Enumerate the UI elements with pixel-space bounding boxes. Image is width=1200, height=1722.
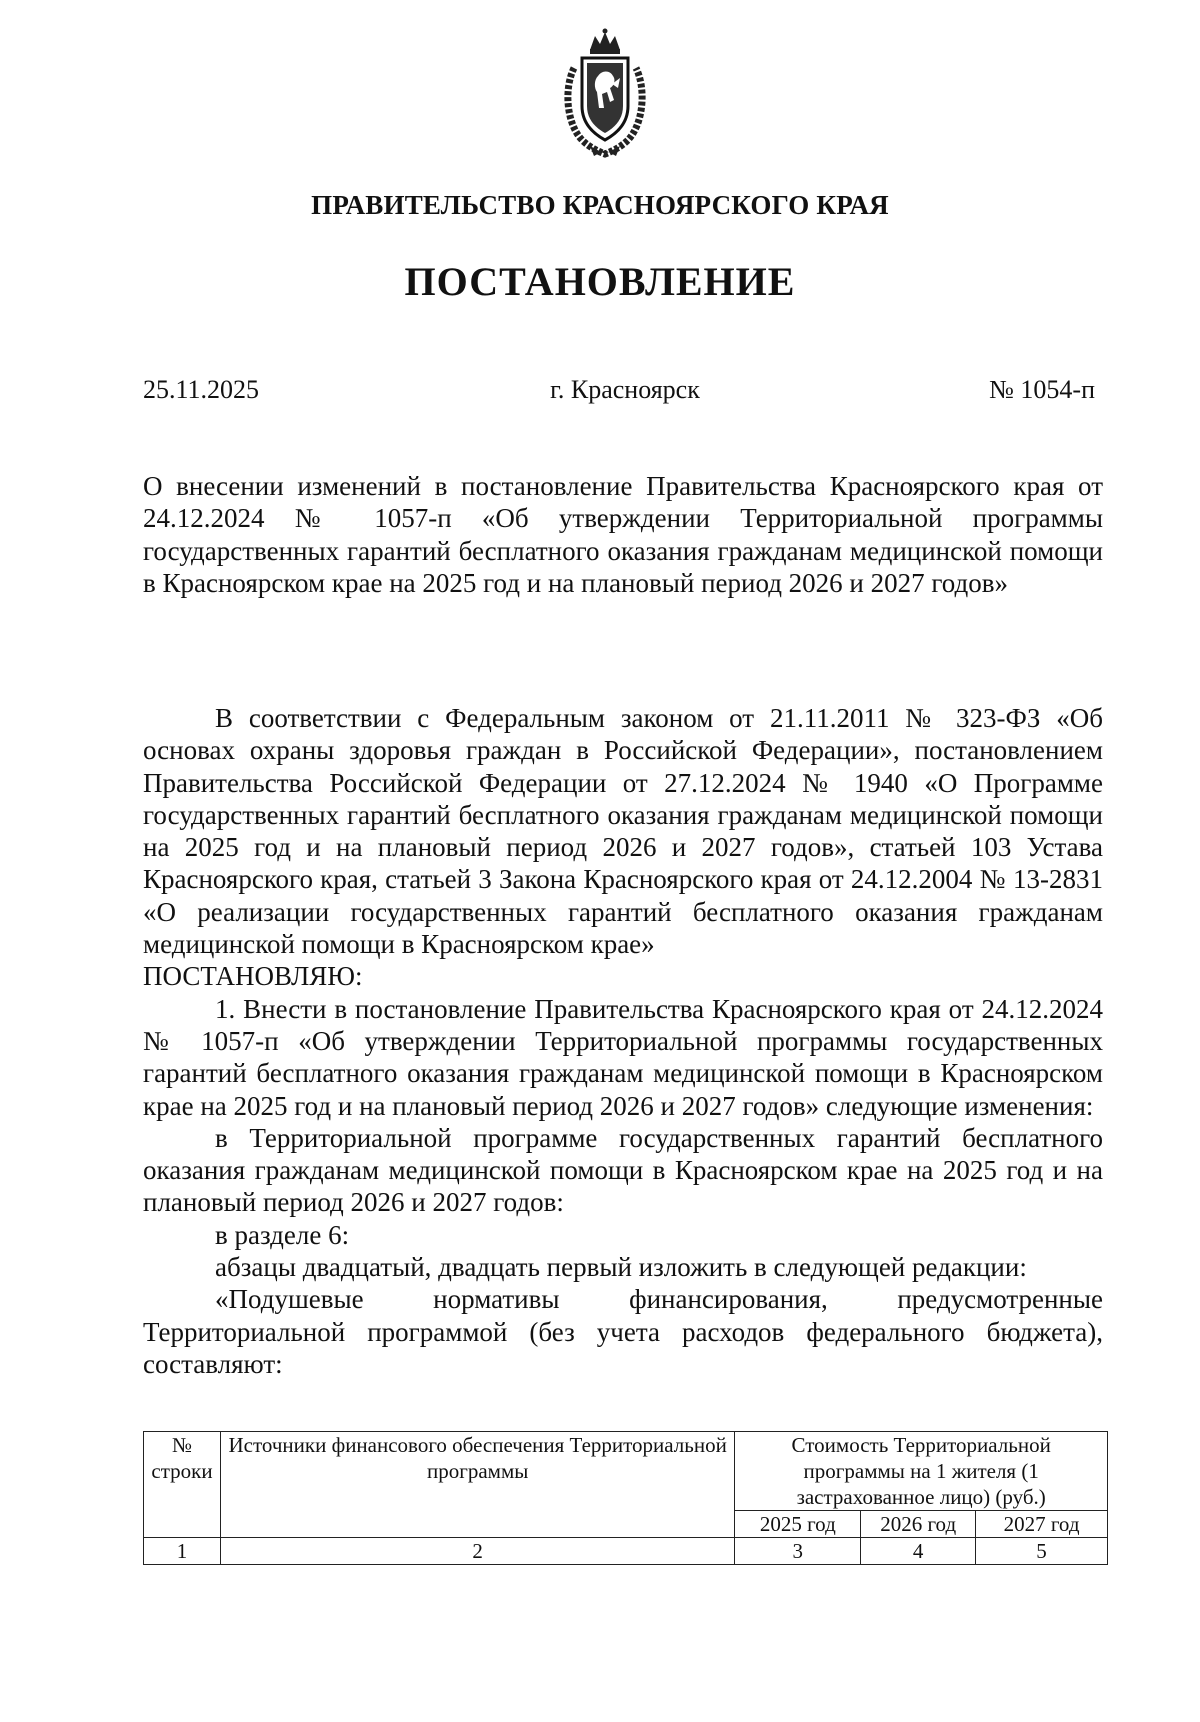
sub-paragraph: в Территориальной программе государственных гарантий бесплатного оказания гражданам медицинской помощи в Красноярском крае на 2025 год и на плановый период 2026 и 2027 годов:	[143, 1122, 1103, 1218]
sub-paragraph: в разделе 6:	[215, 1219, 350, 1250]
table-index-row	[144, 1538, 1108, 1565]
header-cost: Стоимость Территориальной программы на 1 жителя (1 застрахованное лицо) (руб.)	[735, 1432, 1108, 1511]
header-row-number: № строки	[144, 1432, 221, 1538]
document-title: О внесении изменений в постановление Правительства Красноярского края от 24.12.2024 № 1057-п «Об утверждении Территориальной программы государственных гарантий бесплатного оказания гражданам медицинской помощи в Красноярском крае на 2025 год и на плановый период 2026 и 2027 годов»	[143, 471, 1103, 598]
decree-word: ПОСТАНОВЛЯЮ:	[143, 961, 363, 992]
document-date: 25.11.2025	[143, 375, 260, 404]
index-cell: 5	[976, 1538, 1108, 1565]
financing-table	[143, 1431, 1108, 1565]
header-year: 2027 год	[976, 1511, 1108, 1538]
table-header-row	[144, 1432, 1108, 1511]
organization-name: ПРАВИТЕЛЬСТВО КРАСНОЯРСКОГО КРАЯ	[311, 190, 889, 220]
index-cell: 2	[220, 1538, 734, 1565]
quote-paragraph: «Подушевые нормативы финансирования, предусмотренные Территориальной программой (без учета расходов федерального бюджета), составляют:	[143, 1284, 1103, 1379]
preamble-paragraph: В соответствии с Федеральным законом от 21.11.2011 № 323-ФЗ «Об основах охраны здоровья граждан в Российской Федерации», постановлением Правительства Российской Федерации от 27.12.2024 № 1940 «О Программе государственных гарантий бесплатного оказания гражданам медицинской помощи на 2025 год и на плановый период 2026 и 2027 годов», статьей 103 Устава Красноярского края, статьей 3 Закона Красноярского края от 24.12.2004 № 13-2831 «О реализации государственных гарантий бесплатного оказания гражданам медицинской помощи в Красноярском крае»	[143, 703, 1103, 960]
document-number: № 1054-п	[989, 375, 1095, 404]
header-source: Источники финансового обеспечения Территориальной программы	[220, 1432, 734, 1538]
item-1-paragraph: 1. Внести в постановление Правительства Красноярского края от 24.12.2024 № 1057-п «Об утверждении Территориальной программы государственных гарантий бесплатного оказания гражданам медицинской помощи в Красноярском крае на 2025 год и на плановый период 2026 и 2027 годов» следующие изменения:	[143, 993, 1103, 1121]
header-year: 2025 год	[735, 1511, 861, 1538]
index-cell: 4	[861, 1538, 976, 1565]
index-cell: 1	[144, 1538, 221, 1565]
document-type: ПОСТАНОВЛЕНИЕ	[404, 259, 796, 304]
coat-of-arms-icon	[560, 28, 650, 158]
sub-paragraph: абзацы двадцатый, двадцать первый изложить в следующей редакции:	[215, 1252, 1027, 1283]
index-cell: 3	[735, 1538, 861, 1565]
document-body	[143, 702, 1103, 1380]
document-city: г. Красноярск	[550, 375, 700, 404]
header-year: 2026 год	[861, 1511, 976, 1538]
